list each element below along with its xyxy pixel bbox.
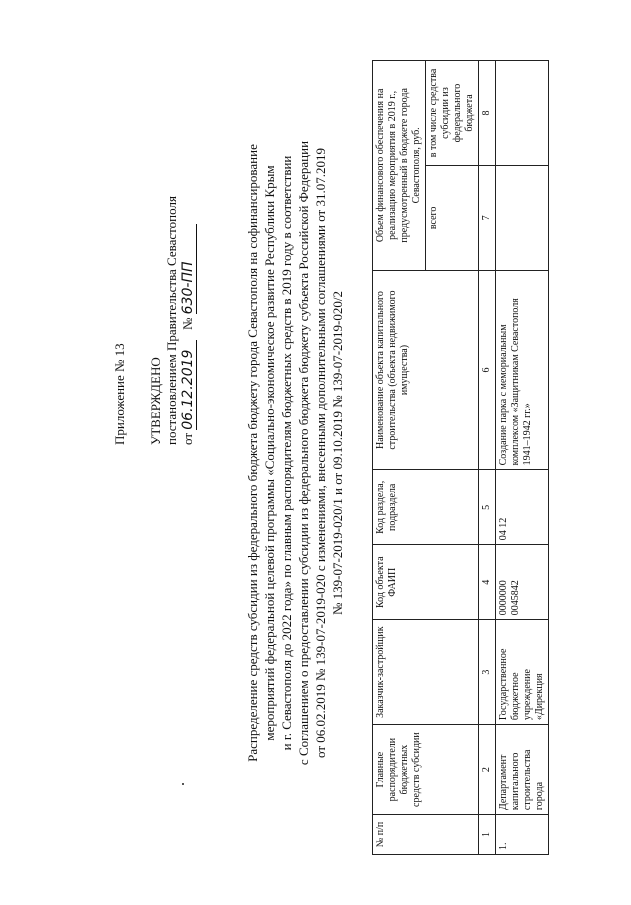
column-number: 5 — [479, 470, 496, 545]
row-section: 04 12 — [496, 470, 549, 545]
header-num: № п/п — [373, 815, 479, 855]
heading-line: с Соглашением о предоставлении субсидии из федерального бюджета бюджету субъекта Российской Федерации — [296, 140, 311, 766]
row-federal — [496, 61, 549, 166]
header-faip: Код объекта ФАИП — [373, 545, 479, 620]
distribution-table — [372, 60, 549, 855]
column-number: 2 — [479, 725, 496, 815]
appendix-label: Приложение № 13 — [112, 343, 127, 445]
column-number: 1 — [479, 815, 496, 855]
heading-line: от 06.02.2019 № 139-07-2019-020 с изменениями, внесенными дополнительными соглашениями от 31.07.2019 — [313, 148, 328, 758]
column-number: 4 — [479, 545, 496, 620]
approval-date: 06.12.2019 — [180, 349, 196, 430]
heading-line: Распределение средств субсидии из федерального бюджета бюджету города Севастополя на софинансирование — [245, 144, 260, 762]
header-funding: Объем финансового обеспечения на реализацию мероприятия в 2019 г., предусмотренный в бюджете города Севастополя, руб. — [373, 61, 426, 271]
header-customer: Заказчик-застройщик — [373, 620, 479, 725]
row-managers: Департамент капитального строительства города — [496, 725, 549, 815]
approval-date-line — [180, 196, 197, 445]
approval-number: 630-ПП — [180, 261, 196, 315]
heading-line: и г. Севастополя до 2022 года» по главным распорядителям бюджетных средств в 2019 году в соответствии — [279, 155, 294, 751]
document-heading — [244, 63, 346, 843]
heading-line: № 139-07-2019-020/1 и от 09.10.2019 № 139-07-2019-020/2 — [330, 291, 345, 615]
row-customer: Государственное бюджетное учреждение «Дирекция — [496, 620, 549, 725]
number-prefix: № — [180, 317, 195, 330]
column-number: 6 — [479, 270, 496, 470]
header-total: всего — [426, 165, 479, 270]
header-federal: в том числе средства субсидии из федерального бюджета — [426, 61, 479, 166]
header-section: Код раздела, подраздела — [373, 470, 479, 545]
approval-by: постановлением Правительства Севастополя — [164, 196, 179, 445]
heading-line: мероприятий федеральной целевой программы «Социально-экономическое развитие Республики Крым — [262, 165, 277, 741]
row-num: 1. — [496, 815, 549, 855]
row-object: Создание парка с мемориальным комплексом «Защитникам Севастополя 1941–1942 гг.» — [496, 270, 549, 470]
scan-speck — [182, 783, 184, 785]
table-row — [496, 61, 549, 855]
approval-title: УТВЕРЖДЕНО — [148, 357, 163, 445]
header-managers: Главные распорядители бюджетных средств субсидии — [373, 725, 479, 815]
column-number: 3 — [479, 620, 496, 725]
row-total — [496, 165, 549, 270]
column-number: 8 — [479, 61, 496, 166]
header-object: Наименование объекта капитального строительства (объекта недвижимого имущества) — [373, 270, 479, 470]
row-faip: 0000000 0045842 — [496, 545, 549, 620]
approval-block — [148, 196, 197, 445]
column-number: 7 — [479, 165, 496, 270]
date-prefix: от — [180, 432, 195, 445]
